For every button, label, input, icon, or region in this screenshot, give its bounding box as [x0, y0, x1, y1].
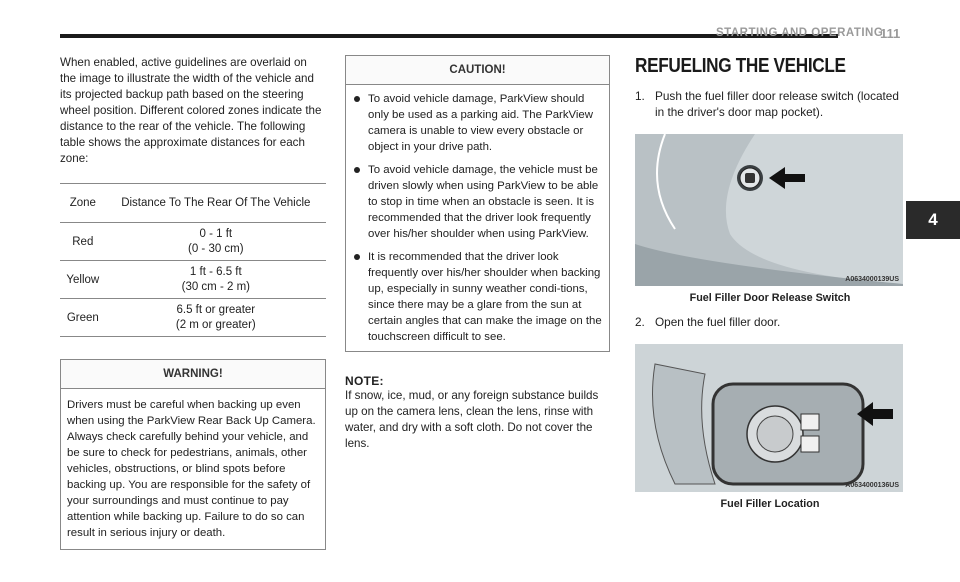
bullet-icon [354, 96, 360, 102]
list-item [352, 249, 605, 345]
table-row [60, 223, 326, 261]
table-row [60, 299, 326, 337]
bullet-icon [354, 254, 360, 260]
image-code: A0634000139US [845, 276, 899, 283]
warning-box [60, 359, 326, 550]
zone-cell: Red [60, 223, 106, 261]
page-number: 111 [880, 26, 901, 41]
caution-box [345, 55, 610, 352]
caution-text: It is recommended that the driver look frequently over his/her shoulder when backing up, especially in sunny weather condi-tions, since there may be a glare from the sun at certain angles that can make the image on the touchscreen difficult to see. [368, 251, 602, 343]
table-row [60, 261, 326, 299]
intro-paragraph: When enabled, active guidelines are overlaid on the image to illustrate the width of the vehicle and its projected backup path based on the steering wheel position. Different colored zones indicate the distance to the rear of the vehicle. The following table shows the approximate distances for each zone: [60, 56, 322, 165]
caution-text: To avoid vehicle damage, the vehicle must be driven slowly when using ParkView to be able to stop in time when an obstacle is seen. It is recommended that the driver look frequently over his/her shoulder when using ParkView. [368, 164, 599, 240]
distance-imperial: 1 ft - 6.5 ft [189, 266, 242, 278]
distance-cell [106, 261, 326, 299]
figure-caption: Fuel Filler Location [720, 498, 820, 510]
distance-metric: (0 - 30 cm) [188, 243, 244, 255]
chapter-tab[interactable]: 4 [906, 201, 960, 239]
warning-body: Drivers must be careful when backing up even when using the ParkView Rear Back Up Camera. Always check carefully behind your vehicle, and be sure to check for pedestrians, animals, other vehicles, obstructions, or blind spots before backing up. You are responsible for the safety of your surroundings and must continue to pay attention while backing up. Failure to do so can result in serious injury or death. [67, 399, 316, 539]
column-left [60, 55, 326, 550]
caution-title: CAUTION! [346, 56, 609, 85]
note-body: If snow, ice, mud, or any foreign substance builds up on the camera lens, clean the lens, rinse with water, and dry with a soft cloth. Do not cover the lens. [345, 389, 599, 450]
caution-list [346, 85, 609, 351]
step-number: 1. [635, 89, 645, 103]
list-item [352, 162, 605, 242]
release-switch-image [635, 134, 903, 286]
bullet-icon [354, 167, 360, 173]
step-1 [635, 88, 905, 120]
step-text: Push the fuel filler door release switch (located in the driver's door map pocket). [655, 89, 899, 119]
figure-caption: Fuel Filler Door Release Switch [689, 292, 851, 304]
distance-metric: (2 m or greater) [175, 319, 256, 331]
fuel-filler-illustration [635, 344, 903, 492]
distance-imperial: 6.5 ft or greater [176, 304, 256, 316]
distance-imperial: 0 - 1 ft [199, 228, 233, 240]
image-code: A0634000136US [845, 482, 899, 489]
door-panel-illustration [635, 134, 903, 286]
header-zone: Zone [60, 184, 106, 223]
table-header-row [60, 184, 326, 223]
caution-text: To avoid vehicle damage, ParkView should only be used as a parking aid. The ParkView camera is unable to view every obstacle or object in your drive path. [368, 93, 593, 153]
column-middle [345, 55, 610, 452]
note-label: NOTE: [345, 374, 384, 388]
fuel-filler-image [635, 344, 903, 492]
zone-distance-table [60, 183, 326, 337]
warning-title: WARNING! [61, 360, 325, 389]
step-text: Open the fuel filler door. [655, 315, 781, 329]
step-2 [635, 314, 905, 330]
column-right [635, 55, 905, 510]
header-distance: Distance To The Rear Of The Vehicle [106, 184, 326, 223]
step-number: 2. [635, 315, 645, 329]
distance-cell [106, 223, 326, 261]
distance-cell [106, 299, 326, 337]
list-item [352, 91, 605, 155]
distance-metric: (30 cm - 2 m) [181, 281, 250, 293]
section-title: STARTING AND OPERATING [716, 27, 884, 39]
zone-cell: Yellow [60, 261, 106, 299]
section-heading: REFUELING THE VEHICLE [635, 55, 846, 77]
zone-cell: Green [60, 299, 106, 337]
